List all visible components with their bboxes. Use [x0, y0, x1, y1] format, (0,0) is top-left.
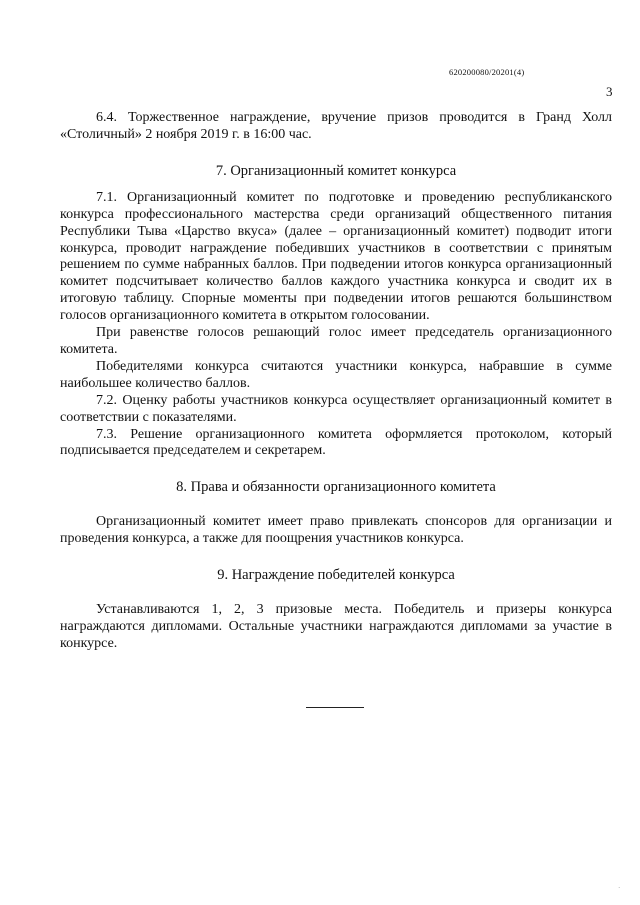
paragraph-9-1: Устанавливаются 1, 2, 3 призовые места. Победитель и призеры конкурса награждаются дипломами. Остальные участники награждаются дипломами за участие в конкурсе.	[60, 602, 612, 651]
section-9-title: 9. Награждение победителей конкурса	[217, 567, 455, 584]
section-8-title: 8. Права и обязанности организационного комитета	[176, 479, 496, 496]
paragraph-winners: Победителями конкурса считаются участники конкурса, набравшие в сумме наибольшее количество баллов.	[60, 358, 612, 391]
paragraph-6-4: 6.4. Торжественное награждение, вручение призов проводится в Гранд Холл «Столичный» 2 ноября 2019 г. в 16:00 час.	[60, 110, 612, 142]
corner-mark: ·	[618, 884, 621, 892]
section-7-title: 7. Организационный комитет конкурса	[215, 162, 457, 179]
paragraph-7-3: 7.3. Решение организационного комитета оформляется протоколом, который подписывается председателем и секретарем.	[60, 426, 612, 459]
end-divider	[306, 707, 364, 708]
paragraph-7-2: 7.2. Оценку работы участников конкурса осуществляет организационный комитет в соответствии с показателями.	[60, 392, 612, 425]
document-code: 620200080/20201(4)	[449, 67, 525, 77]
paragraph-8-1: Организационный комитет имеет право привлекать спонсоров для организации и проведения конкурса, а также для поощрения участников конкурса.	[60, 514, 612, 547]
paragraph-tie-vote: При равенстве голосов решающий голос имеет председатель организационного комитета.	[60, 325, 612, 357]
paragraph-7-1: 7.1. Организационный комитет по подготовке и проведению республиканского конкурса профессионального мастерства среди организаций общественного питания Республики Тыва «Царство вкуса» (далее – организационный комитет) подводит итоги конкурса, проводит награждение победивших участников в соответствии с принятым решением по сумме набранных баллов. При подведении итогов конкурса организационный комитет подсчитывает количество баллов каждого участника конкурса и сводит их в итоговую таблицу. Спорные моменты при подведении итогов решаются большинством голосов организационного комитета в открытом голосовании.	[60, 189, 612, 324]
document-body	[60, 110, 612, 653]
page-number: 3	[606, 84, 613, 99]
